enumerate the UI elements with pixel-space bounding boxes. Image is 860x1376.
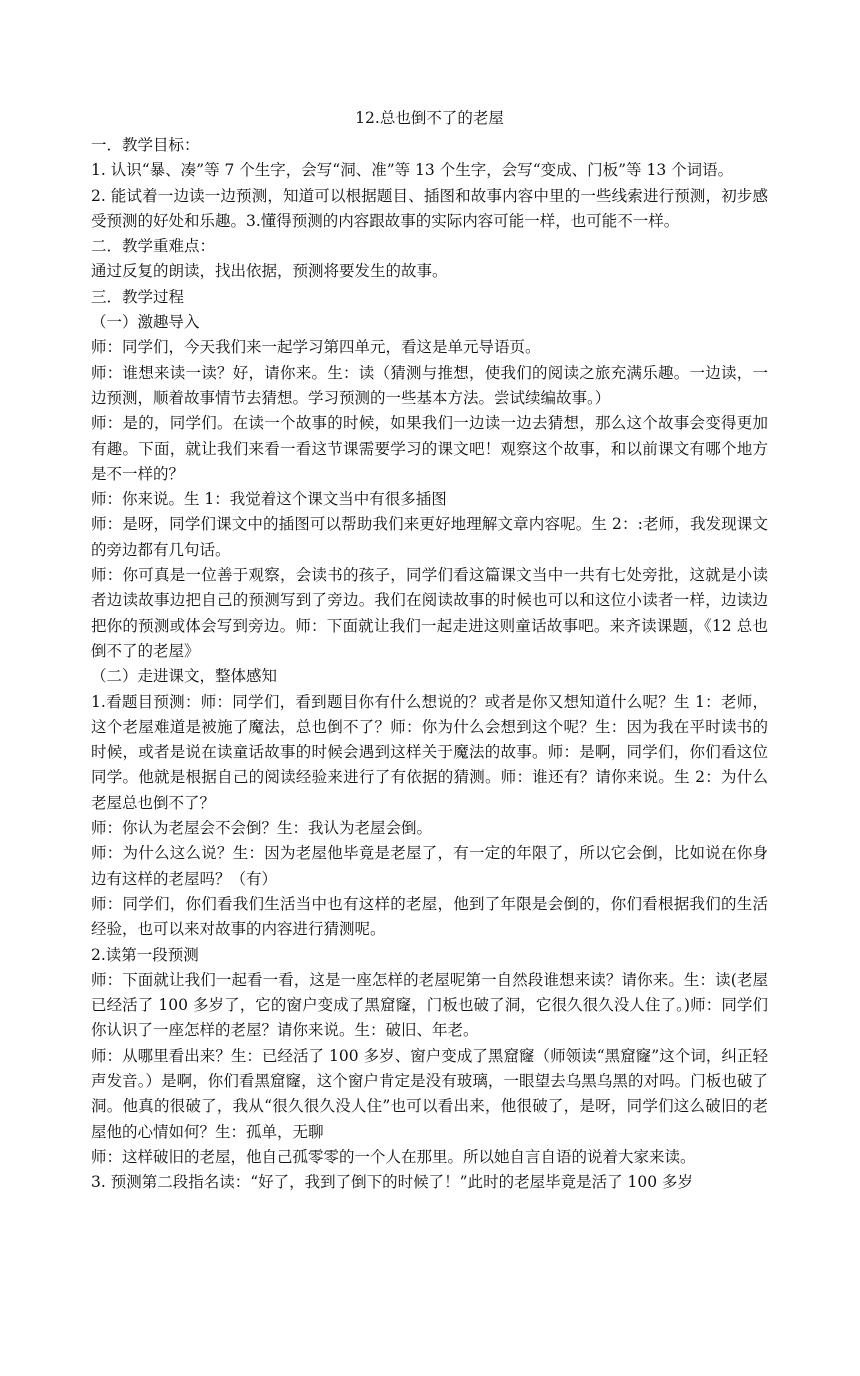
paragraph-dialogue: 师：同学们，你们看我们生活当中也有这样的老屋，他到了年限是会倒的，你们看根据我们的生活经验，也可以来对故事的内容进行猜测呢。 (91, 894, 768, 939)
paragraph-dialogue: 师：你可真是一位善于观察，会读书的孩子，同学们看这篇课文当中一共有七处旁批，这就是小读者边读故事边把自己的预测写到了旁边。我们在阅读故事的时候也可以和这位小读者一样，边读边把你的预测或体会写到旁边。师：下面就让我们一起走进这则童话故事吧。来齐读课题，《12 总也倒不了的老屋》 (91, 566, 768, 660)
paragraph-dialogue: 师：你认为老屋会不会倒？生：我认为老屋会倒。 (91, 819, 433, 838)
paragraph-dialogue: 师：这样破旧的老屋，他自己孤零零的一个人在那里。所以她自言自语的说着大家来读。 (91, 1147, 696, 1166)
paragraph-dialogue: 师：为什么这么说？生：因为老屋他毕竟是老屋了，有一定的年限了，所以它会倒，比如说在你身边有这样的老屋吗？（有） (91, 844, 768, 888)
section-heading-key-points: 二．教学重难点： (91, 237, 216, 256)
document-title: 12.总也倒不了的老屋 (355, 109, 504, 127)
subsection-heading-intro: （一）激趣导入 (91, 313, 200, 332)
paragraph-dialogue: 师：谁想来读一读？好，请你来。生：读（猜测与推想，使我们的阅读之旅充满乐趣。一边读，一边预测，顺着故事情节去猜想。学习预测的一些基本方法。尝试续编故事。） (91, 363, 768, 407)
paragraph-dialogue: 师：是的，同学们。在读一个故事的时候，如果我们一边读一边去猜想，那么这个故事会变得更加有趣。下面，就让我们来看一看这节课需要学习的课文吧！观察这个故事，和以前课文有哪个地方是不一样的？ (91, 414, 768, 483)
paragraph-goal-2: 2. 能试着一边读一边预测，知道可以根据题目、插图和故事内容中里的一些线索进行预测，初步感受预测的好处和乐趣。3.懂得预测的内容跟故事的实际内容可能一样，也可能不一样。 (91, 186, 768, 230)
paragraph-dialogue: 师：是呀，同学们课文中的插图可以帮助我们来更好地理解文章内容呢。生 2：:老师，我发现课文的旁边都有几句话。 (91, 515, 768, 559)
subsection-heading-reading: （二）走进课文，整体感知 (91, 667, 278, 686)
section-heading-goals: 一．教学目标： (91, 136, 200, 154)
paragraph-step-3: 3. 预测第二段指名读：“好了，我到了倒下的时候了！”此时的老屋毕竟是活了 100 多岁 (91, 1173, 694, 1192)
paragraph-dialogue: 师：从哪里看出来？生：已经活了 100 多岁、窗户变成了黑窟窿（师领读“黑窟窿”这个词，纠正轻声发音。）是啊，你们看黑窟窿，这个窗户肯定是没有玻璃，一眼望去乌黑乌黑的对吗。门板也破了洞。他真的很破了，我从“很久很久没人住”也可以看出来，他很破了，是呀，同学们这么破旧的老屋他的心情如何？生：孤单，无聊 (91, 1046, 768, 1141)
section-heading-process: 三．教学过程 (91, 287, 185, 306)
paragraph-dialogue: 师：你来说。生 1：我觉着这个课文当中有很多插图 (91, 490, 447, 509)
step-heading-first-paragraph: 2.读第一段预测 (91, 945, 199, 964)
paragraph-key-points: 通过反复的朗读，找出依据，预测将要发生的故事。 (91, 262, 448, 281)
paragraph-dialogue: 1.看题目预测：师：同学们，看到题目你有什么想说的？或者是你又想知道什么呢？生 1：老师，这个老屋难道是被施了魔法，总也倒不了？师：你为什么会想到这个呢？生：因为我在平时读书的时候，或者是说在读童话故事的时候会遇到这样关于魔法的故事。师：是啊，同学们，你们看这位同学。他就是根据自己的阅读经验来进行了有依据的猜测。师：谁还有？请你来说。生 2：为什么老屋总也倒不了？ (91, 692, 768, 812)
paragraph-goal-1: 1. 认识“暴、凑”等 7 个生字，会写“洞、准”等 13 个生字，会写“变成、门板”等 13 个词语。 (91, 161, 734, 180)
paragraph-dialogue: 师：同学们，今天我们来一起学习第四单元，看这是单元导语页。 (91, 338, 541, 357)
paragraph-dialogue: 师：下面就让我们一起看一看，这是一座怎样的老屋呢第一自然段谁想来读？请你来。生：读(老屋已经活了 100 多岁了，它的窗户变成了黑窟窿，门板也破了洞，它很久很久没人住了。)师：同学们你认识了一座怎样的老屋？请你来说。生：破旧、年老。 (91, 970, 768, 1040)
